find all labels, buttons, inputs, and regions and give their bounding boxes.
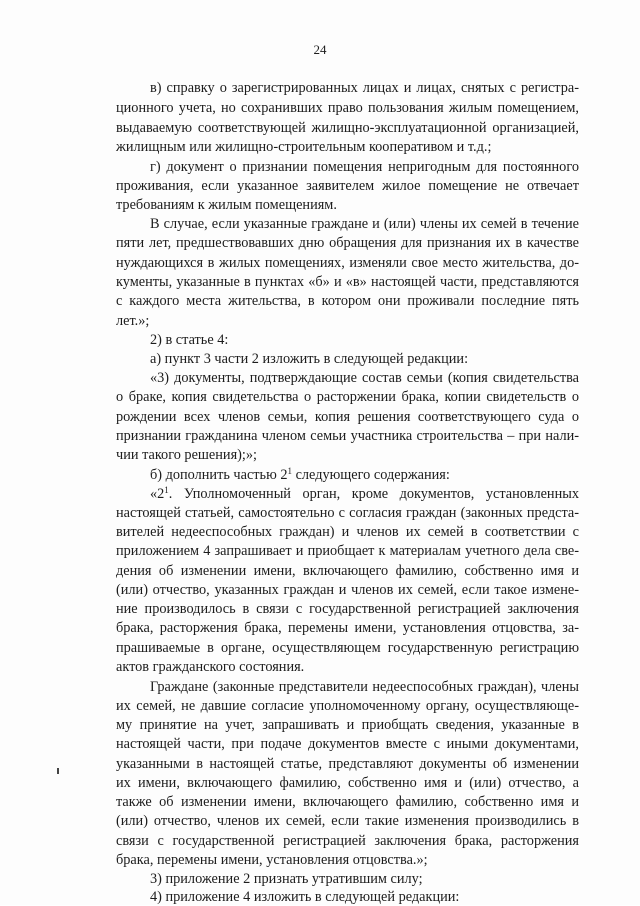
text-line: пяти лет, предшествовавших дню обращения для признания их в качестве	[116, 235, 579, 251]
text-line: жилищным или жилищно-строительным кооперативом и т.д.;	[116, 139, 492, 155]
text-line: прашиваемые в органе, осуществляющем государственную регистрацию	[116, 640, 579, 656]
text-line: указанными в настоящей статье, представляют документы об изменении	[116, 756, 579, 772]
text-line: В случае, если указанные граждане и (или) члены их семей в течение	[150, 216, 579, 232]
text-line: рождении всех членов семьи, копия решения соответствующего суда о	[116, 409, 579, 425]
text-line: настоящей части, при подаче документов вместе с иными документами,	[116, 736, 579, 752]
text-line: проживания, если указанное заявителем жилое помещение не отвечает	[116, 178, 579, 194]
text-line: приложением 4 запрашивает и приобщает к материалам учетного дела све-	[116, 543, 579, 559]
text-line	[150, 485, 579, 503]
text-line: «3) документы, подтверждающие состав семьи (копия свидетельства	[150, 370, 579, 386]
text-line: чии такого решения);»;	[116, 447, 258, 463]
text-segment: «2	[150, 486, 165, 502]
text-line: брака, расторжения брака, перемены имени, установления отцовства, за-	[116, 620, 579, 636]
text-line: вителей недееспособных граждан) и членов их семей в соответствии с	[116, 524, 579, 540]
text-line: (или) отчество, членов их семей, если такие изменения производились в	[116, 813, 579, 829]
text-line: ние производилось в связи с государственной регистрацией заключения	[116, 601, 579, 617]
text-line: требованиям к жилым помещениям.	[116, 197, 337, 213]
text-line: Граждане (законные представители недееспособных граждан), члены	[150, 679, 579, 695]
text-line: их семей, не давшие согласие уполномоченному органу, осуществляюще-	[116, 698, 579, 714]
text-line: актов гражданского состояния.	[116, 659, 305, 675]
page-number: 24	[313, 42, 327, 57]
text-line: 4) приложение 4 изложить в следующей редакции:	[150, 889, 460, 905]
text-line: ционного учета, но сохранивших право пользования жилым помещением,	[116, 100, 579, 116]
text-line: г) документ о признании помещения непригодным для постоянного	[150, 159, 579, 175]
text-line: настоящей статьей, самостоятельно с согласия граждан (законных предста-	[116, 505, 579, 521]
superscript: 1	[287, 466, 292, 476]
text-line: дения об изменении имени, включающего фамилию, собственно имя и	[116, 563, 579, 579]
text-line: (или) отчество, указанных граждан и членов их семей, если такое измене-	[116, 582, 579, 598]
text-line: лет.»;	[116, 313, 150, 329]
text-line: связи с государственной регистрацией заключения брака, расторжения	[116, 833, 579, 849]
text-line: с каждого места жительства, в котором они проживали последние пять	[116, 293, 579, 309]
scan-mark	[57, 768, 59, 774]
text-segment: б) дополнить частью 2	[150, 467, 288, 483]
text-line: кументы, указанные в пунктах «б» и «в» настоящей части, представляются	[116, 274, 579, 290]
text-line: их имени, включающего фамилию, собственно имя и (или) отчество, а	[116, 775, 579, 791]
text-line	[150, 466, 579, 484]
text-line: выдаваемую соответствующей жилищно-эксплуатационной организацией,	[116, 120, 579, 136]
text-line: му принятие на учет, запрашивать и приобщать сведения, указанные в	[116, 717, 579, 733]
text-line: а) пункт 3 части 2 изложить в следующей редакции:	[150, 351, 469, 367]
superscript: 1	[164, 485, 169, 495]
text-line: нуждающихся в жилых помещениях, изменяли свое место жительства, до-	[116, 255, 579, 271]
text-line: 2) в статье 4:	[150, 332, 229, 348]
text-segment: . Уполномоченный орган, кроме документов, установленных	[168, 486, 579, 502]
text-line: в) справку о зарегистрированных лицах и лицах, снятых с регистра-	[150, 80, 579, 96]
text-line: 3) приложение 2 признать утратившим силу;	[150, 871, 423, 887]
text-segment: следующего содержания:	[295, 467, 450, 483]
text-line: также об изменении имени, включающего фамилию, собственно имя и	[116, 794, 579, 810]
text-line: о браке, копия свидетельства о расторжении брака, копии свидетельств о	[116, 389, 579, 405]
text-line: признании гражданина членом семьи участника строительства – при нали-	[116, 428, 579, 444]
text-line: брака, перемены имени, установления отцовства.»;	[116, 852, 428, 868]
